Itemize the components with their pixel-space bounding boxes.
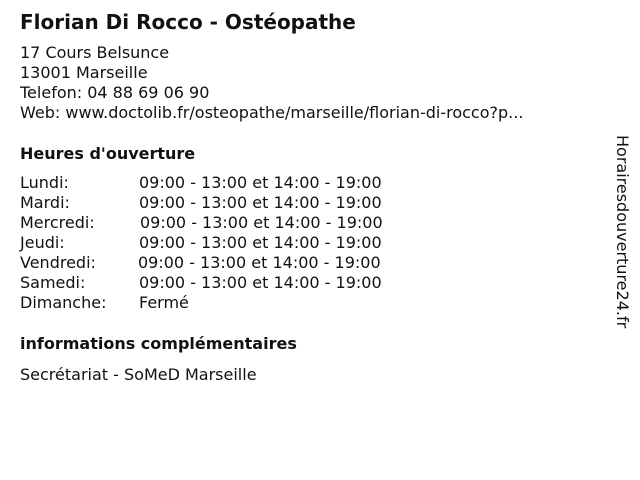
- hours-day: Lundi:: [20, 173, 69, 192]
- hours-time: 09:00 - 13:00 et 14:00 - 19:00: [139, 173, 382, 192]
- hours-day: Mercredi:: [20, 213, 95, 232]
- opening-hours-heading: Heures d'ouverture: [20, 144, 196, 163]
- hours-day: Dimanche:: [20, 293, 107, 312]
- additional-info-heading: informations complémentaires: [20, 334, 297, 353]
- opening-hours-table: [20, 173, 440, 313]
- hours-day: Mardi:: [20, 193, 70, 212]
- hours-day: Vendredi:: [20, 253, 96, 272]
- hours-row-sunday: [20, 293, 440, 313]
- hours-time: Fermé: [139, 293, 189, 312]
- page-title: Florian Di Rocco - Ostéopathe: [20, 10, 356, 34]
- hours-day: Samedi:: [20, 273, 86, 292]
- address-city: 13001 Marseille: [20, 63, 148, 82]
- address-street: 17 Cours Belsunce: [20, 43, 170, 62]
- hours-time: 09:00 - 13:00 et 14:00 - 19:00: [140, 213, 383, 232]
- hours-row-friday: [20, 253, 440, 273]
- hours-row-thursday: [20, 233, 440, 253]
- address-block: [20, 43, 523, 123]
- hours-row-monday: [20, 173, 440, 193]
- hours-time: 09:00 - 13:00 et 14:00 - 19:00: [139, 233, 382, 252]
- hours-time: 09:00 - 13:00 et 14:00 - 19:00: [139, 193, 382, 212]
- hours-row-wednesday: [20, 213, 440, 233]
- phone-number: Telefon: 04 88 69 06 90: [20, 83, 210, 102]
- hours-row-saturday: [20, 273, 440, 293]
- hours-day: Jeudi:: [20, 233, 65, 252]
- watermark: Horairesdouverture24.fr: [613, 135, 632, 329]
- hours-row-tuesday: [20, 193, 440, 213]
- website-link: Web: www.doctolib.fr/osteopathe/marseille/florian-di-rocco?p...: [20, 103, 524, 122]
- hours-time: 09:00 - 13:00 et 14:00 - 19:00: [138, 253, 381, 272]
- additional-info-text: Secrétariat - SoMeD Marseille: [20, 365, 257, 384]
- hours-time: 09:00 - 13:00 et 14:00 - 19:00: [139, 273, 382, 292]
